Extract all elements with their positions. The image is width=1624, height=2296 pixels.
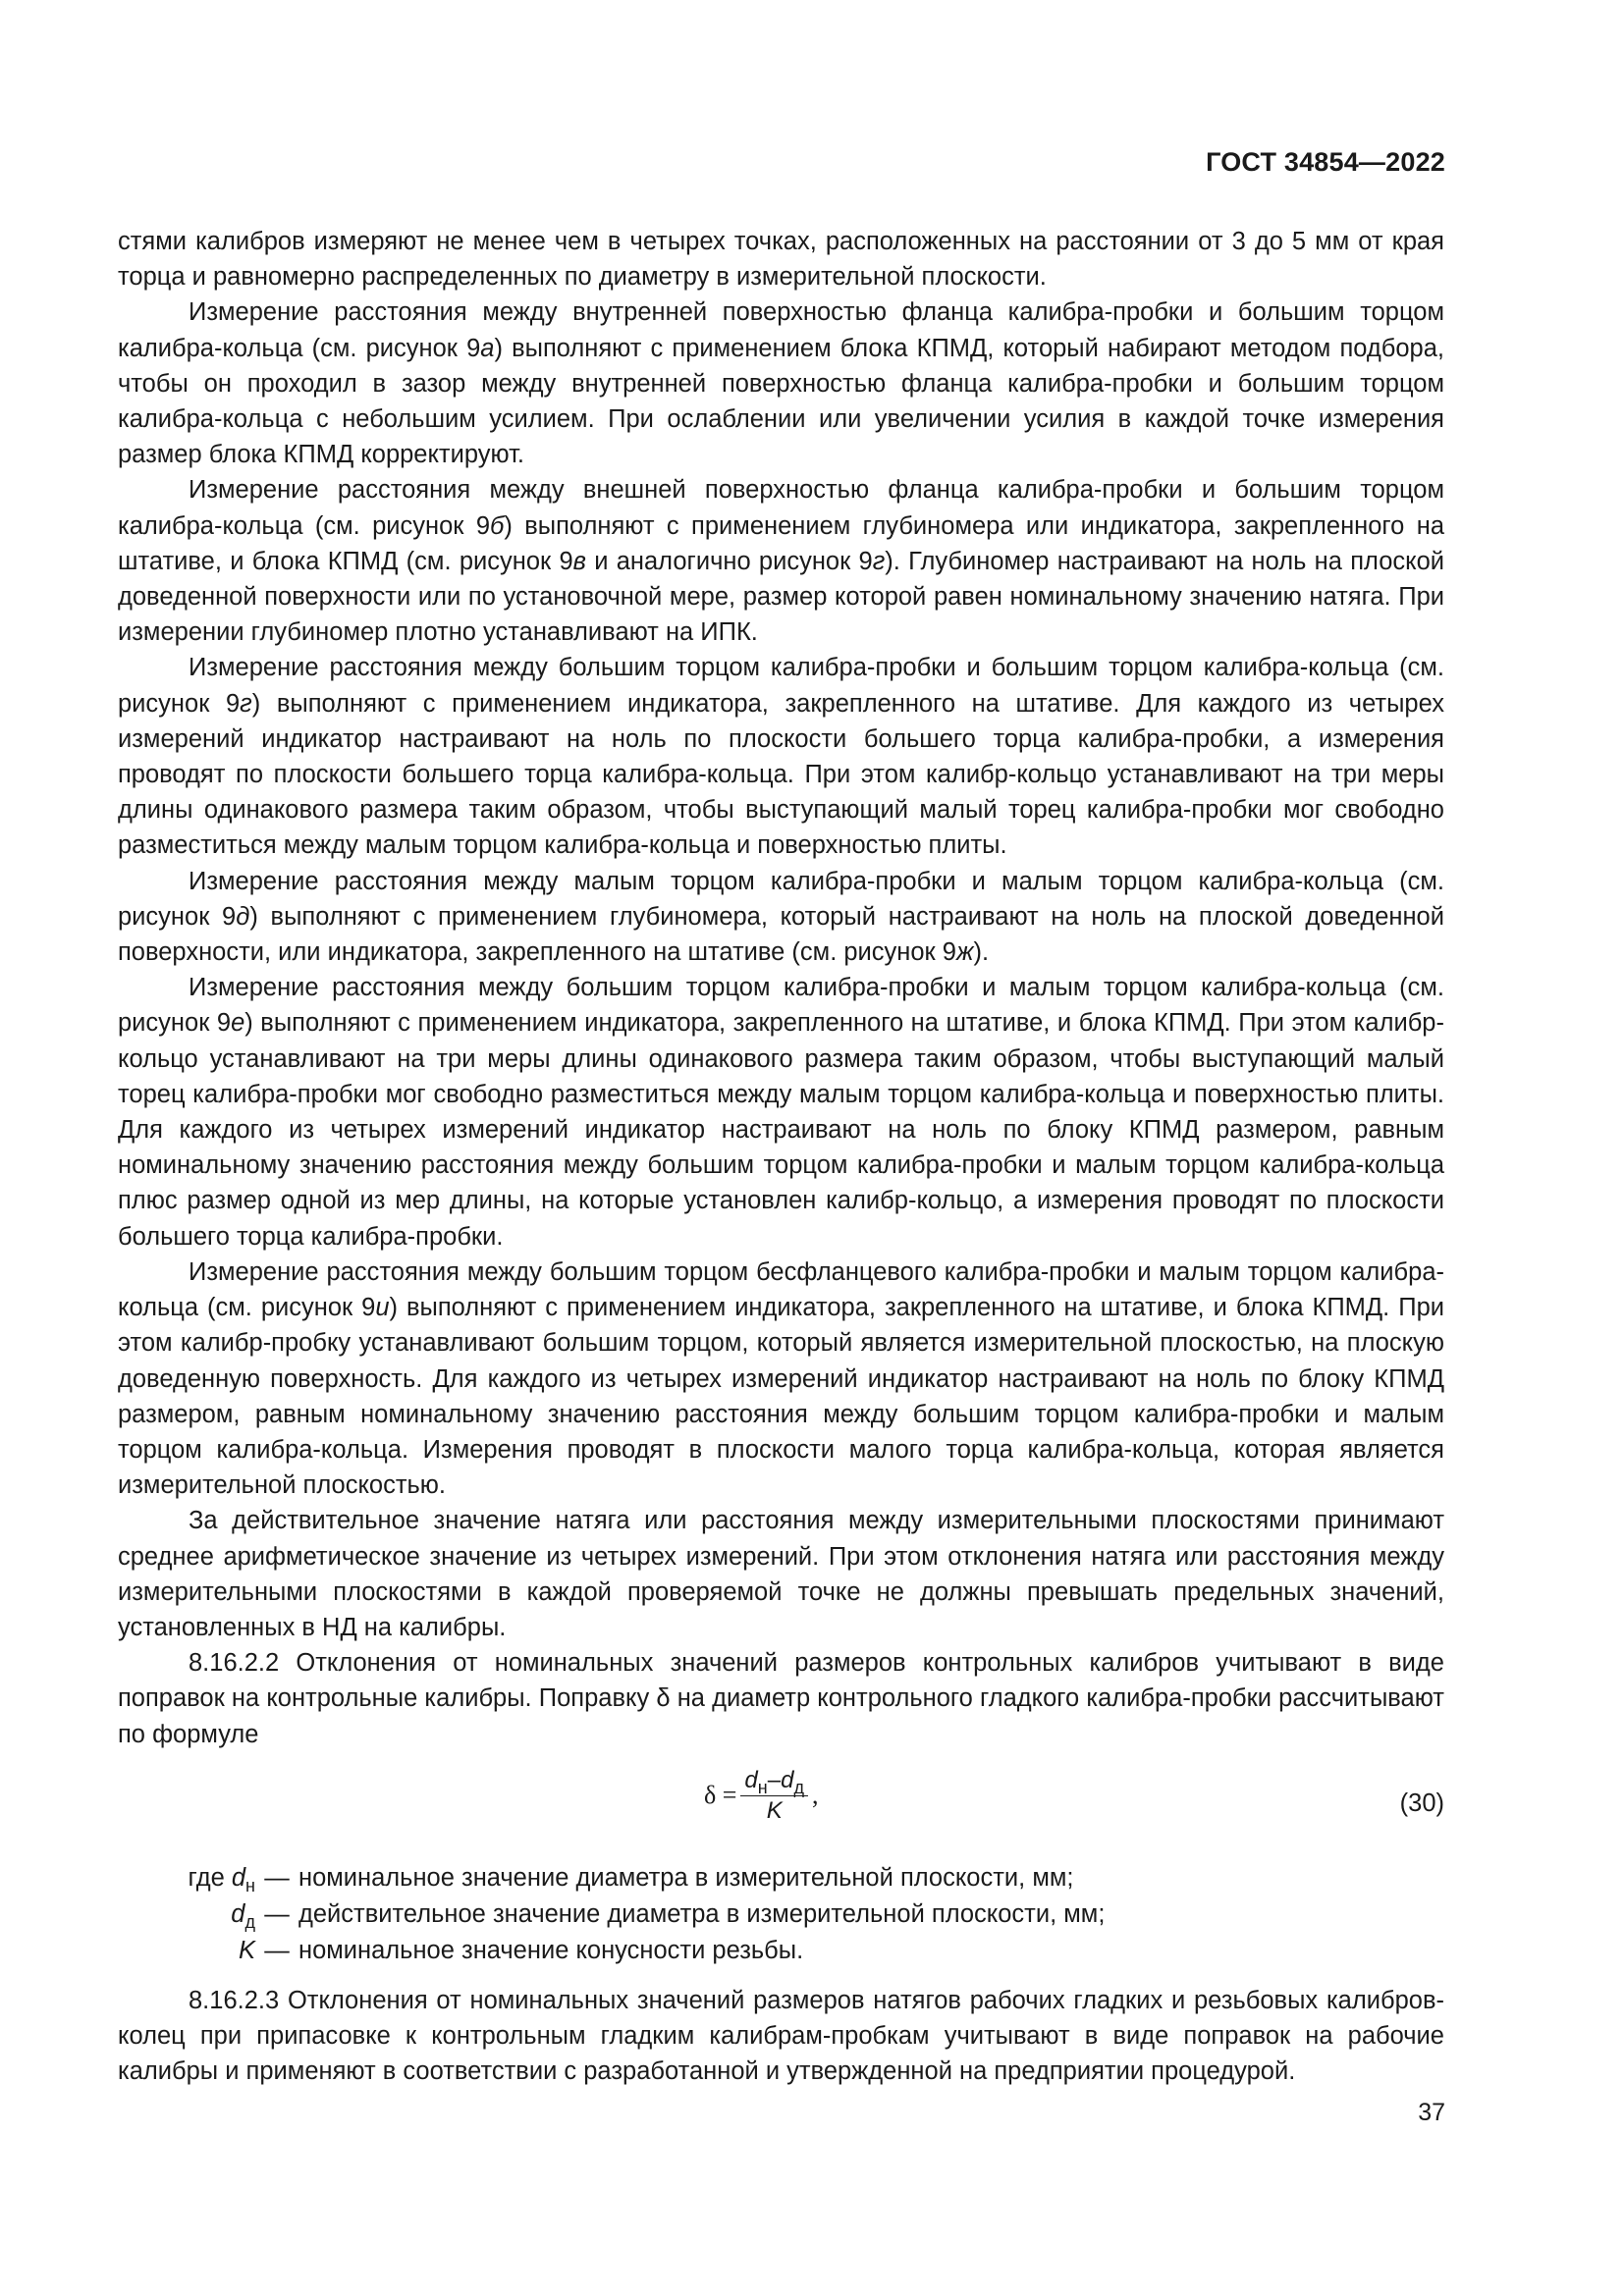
where-definition: действительное значение диаметра в измерительной плоскости, мм; — [298, 1899, 1106, 1928]
formula-denominator: K — [766, 1796, 783, 1824]
formula-number: (30) — [1399, 1789, 1444, 1817]
paragraph-fig9i: Измерение расстояния между большим торцом бесфланцевого калибра-пробки и малым торцом калибра-кольца (см. рисунок 9и) выполняют с применением индикатора, закрепленного на штативе, и блока КПМД. При этом калибр-пробку устанавливают большим торцом, который является измерительной плоскостью, на плоскую доведенную поверхность. Для каждого из четырех измерений индикатор настраивают на ноль по блоку КПМД размером, равным номинальному значению расстояния между большим торцом калибра-пробки и малым торцом калибра-кольца. Измерения проводят в плоскости малого торца калибра-кольца, которая является измерительной плоскостью. — [118, 1257, 1444, 1500]
paragraph-actual-value: За действительное значение натяга или расстояния между измерительными плоскостями принимают среднее арифметическое значение из четырех измерений. При этом отклонения натяга или расстояния между измерительными плоскостями в каждой проверяемой точке не должны превышать предельных значений, установленных в НД на калибры. — [118, 1507, 1444, 1641]
formula-30 — [118, 1758, 1444, 1860]
paragraph-8-16-2-3: 8.16.2.3 Отклонения от номинальных значений размеров натягов рабочих гладких и резьбовых калибров-колец при припасовке к контрольным гладким калибрам-пробкам учитывают в виде поправок на рабочие калибры и применяют в соответствии с разработанной и утвержденной на предприятии процедурой. — [118, 1986, 1444, 2086]
paragraph-8-16-2-2: 8.16.2.2 Отклонения от номинальных значений размеров контрольных калибров учитывают в виде поправок на контрольные калибры. Поправку δ на диаметр контрольного гладкого калибра-пробки рассчитывают по формуле — [118, 1649, 1444, 1748]
paragraph-fig9b: Измерение расстояния между внешней поверхностью фланца калибра-пробки и большим торцом калибра-кольца (см. рисунок 9б) выполняют с применением глубиномера или индикатора, закрепленного на штативе, и блока КПМД (см. рисунок 9в и аналогично рисунок 9г). Глубиномер настраивают на ноль на плоской доведенной поверхности или по установочной мере, размер которой равен номинальному значению натяга. При измерении глубиномер плотно устанавливают на ИПК. — [118, 476, 1445, 647]
paragraph-fig9a: Измерение расстояния между внутренней поверхностью фланца калибра-пробки и большим торцом калибра-кольца (см. рисунок 9а) выполняют с применением блока КПМД, который набирают методом подбора, чтобы он проходил в зазор между внутренней поверхностью фланца калибра-пробки и большим торцом калибра-кольца с небольшим усилием. При ослаблении или увеличении усилия в каждой точке измерения размер блока КПМД корректируют. — [118, 298, 1444, 469]
where-dash: — — [264, 1863, 290, 1892]
formula-fraction — [740, 1766, 808, 1826]
where-definition: номинальное значение диаметра в измерительной плоскости, мм; — [298, 1863, 1074, 1892]
where-symbol: $d_д$ — [231, 1899, 255, 1932]
where-item — [118, 1933, 1444, 1969]
where-item — [118, 1896, 1444, 1933]
paragraph-continued: стями калибров измеряют не менее чем в четырех точках, расположенных на расстоянии от 3 до 5 мм от края торца и равномерно распределенных по диаметру в измерительной плоскости. — [118, 228, 1444, 292]
where-definition: номинальное значение конусности резьбы. — [298, 1936, 804, 1964]
formula-comma: , — [811, 1781, 819, 1810]
where-item — [118, 1860, 1444, 1896]
formula-numerator: $d_н-d_д$ — [740, 1766, 808, 1796]
where-dash: — — [264, 1936, 290, 1964]
document-code: ГОСТ 34854—2022 — [1206, 147, 1445, 177]
where-symbol: K — [238, 1936, 255, 1964]
page-number: 37 — [1418, 2099, 1445, 2126]
formula-expression — [704, 1766, 818, 1826]
where-dash: — — [264, 1899, 290, 1928]
page-body — [118, 224, 1444, 2089]
paragraph-fig9g: Измерение расстояния между большим торцом калибра-пробки и большим торцом калибра-кольца (см. рисунок 9г) выполняют с применением индикатора, закрепленного на штативе. Для каждого из четырех измерений индикатор настраивают на ноль по плоскости большего торца калибра-пробки, а измерения проводят по плоскости большего торца калибра-кольца. При этом калибр-кольцо устанавливают на три меры длины одинакового размера таким образом, чтобы выступающий малый торец калибра-пробки мог свободно разместиться между малым торцом калибра-кольца и поверхностью плиты. — [118, 654, 1444, 860]
where-symbol: где $d_н$ — [188, 1863, 255, 1896]
formula-lhs: δ = — [704, 1781, 737, 1810]
paragraph-fig9e: Измерение расстояния между большим торцом калибра-пробки и малым торцом калибра-кольца (см. рисунок 9е) выполняют с применением индикатора, закрепленного на штативе, и блока КПМД. При этом калибр-кольцо устанавливают на три меры длины одинакового размера таким образом, чтобы выступающий малый торец калибра-пробки мог свободно разместиться между малым торцом калибра-кольца и поверхностью плиты. Для каждого из четырех измерений индикатор настраивают на ноль по блоку КПМД размером, равным номинальному значению расстояния между большим торцом калибра-пробки и малым торцом калибра-кольца плюс размер одной из мер длины, на которые установлен калибр-кольцо, а измерения проводят по плоскости большего торца калибра-пробки. — [118, 974, 1444, 1251]
where-list — [118, 1860, 1444, 1969]
paragraph-fig9d: Измерение расстояния между малым торцом калибра-пробки и малым торцом калибра-кольца (см. рисунок 9д) выполняют с применением глубиномера, который настраивают на ноль на плоской доведенной поверхности, или индикатора, закрепленного на штативе (см. рисунок 9ж). — [118, 867, 1444, 967]
